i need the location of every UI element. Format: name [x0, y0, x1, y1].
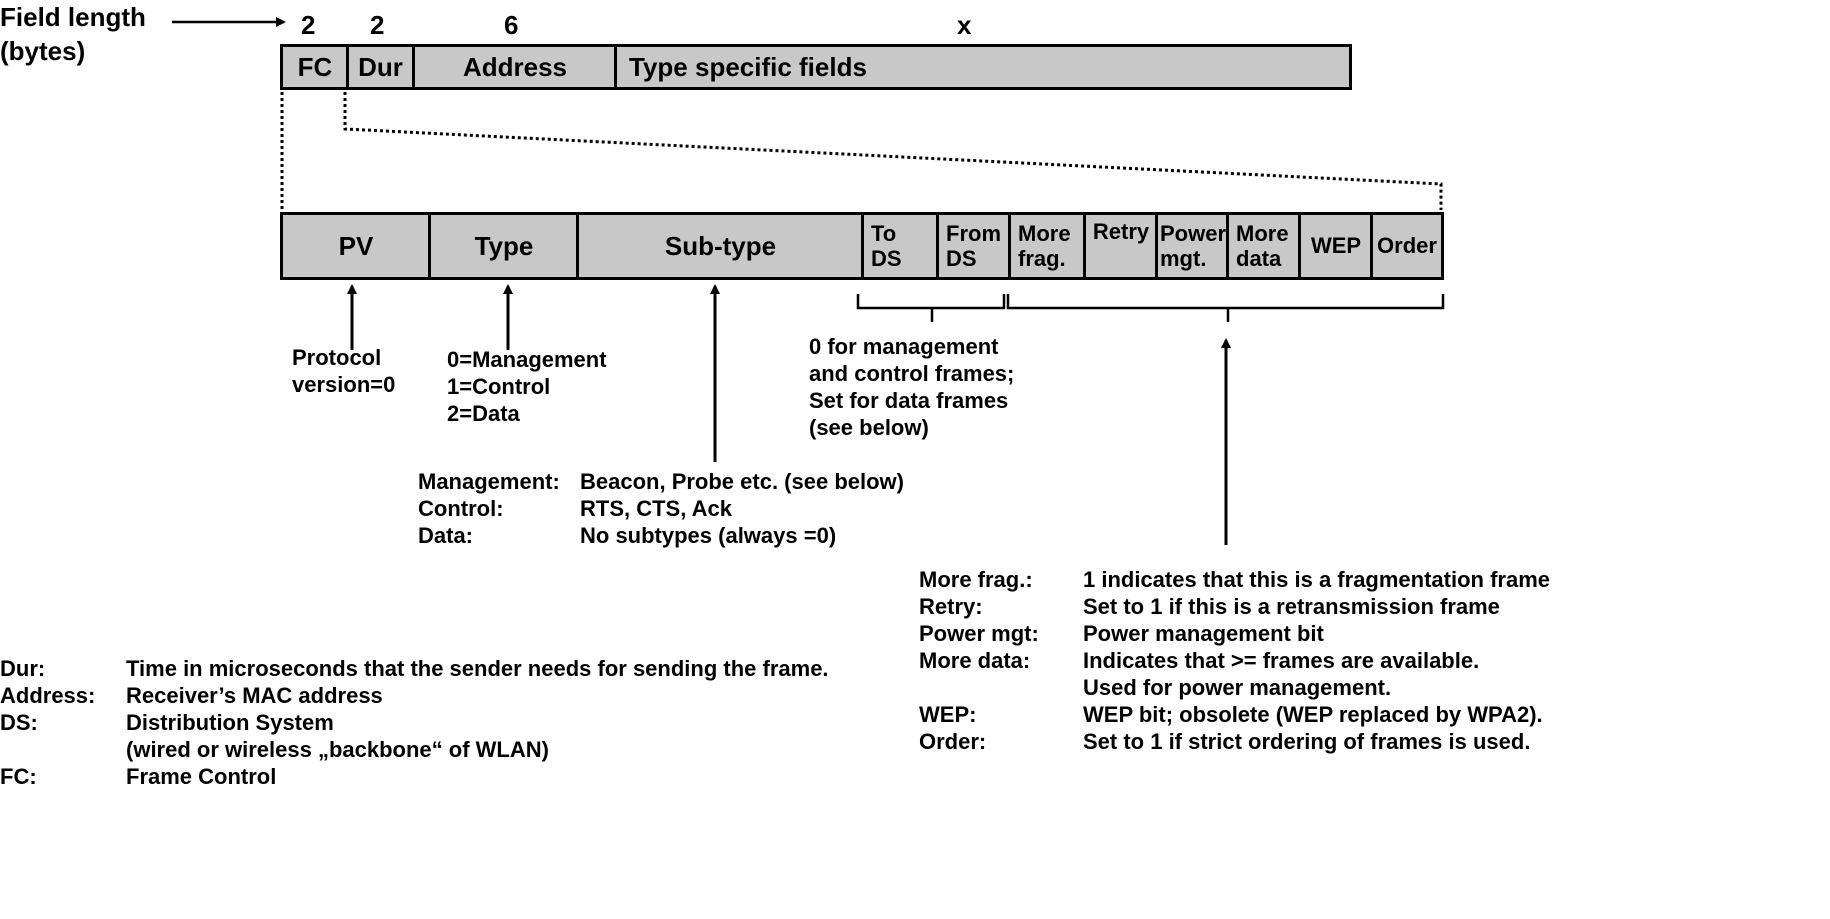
fc-field-wep: WEP	[1310, 233, 1362, 258]
legend-value: Receiver’s MAC address	[126, 683, 383, 708]
ds-note: 0 for management and control frames; Set for data frames (see below)	[809, 334, 1015, 440]
legend-key: Dur:	[0, 656, 46, 681]
fc-field-retry: Retry	[1092, 219, 1150, 244]
subtype-key: Management:	[418, 469, 560, 494]
frame-field-fc: FC	[297, 52, 333, 82]
legend-key: DS:	[0, 710, 38, 735]
flag-value: Set to 1 if strict ordering of frames is used.	[1083, 729, 1531, 754]
legend-value: Distribution System	[126, 710, 334, 735]
flag-value: Power management bit	[1083, 621, 1324, 646]
length-type-specific: x	[957, 10, 972, 40]
fc-field-type: Type	[474, 231, 534, 261]
subtype-value: Beacon, Probe etc. (see below)	[580, 469, 904, 494]
subtype-value: RTS, CTS, Ack	[580, 496, 732, 521]
flag-key: Power mgt:	[919, 621, 1039, 646]
frame-field-dur: Dur	[358, 52, 403, 82]
flag-value: Set to 1 if this is a retransmission frame	[1083, 594, 1500, 619]
fc-field-more-frag: More frag.	[1018, 221, 1071, 271]
pv-note: Protocol version=0	[292, 345, 396, 397]
legend-key: Address:	[0, 683, 96, 708]
field-length-label: Field length	[0, 2, 146, 32]
frame-field-type-specific: Type specific fields	[629, 52, 867, 82]
legend-value: Frame Control	[126, 764, 277, 789]
frame-field-address: Address	[462, 52, 568, 82]
fc-field-order: Order	[1377, 233, 1437, 258]
fc-field-pv: PV	[338, 231, 374, 261]
subtype-key: Control:	[418, 496, 504, 521]
subtype-value: No subtypes (always =0)	[580, 523, 837, 548]
fc-field-to-ds: To DS	[871, 221, 902, 271]
length-fc: 2	[301, 10, 316, 40]
ds-brace	[858, 294, 1004, 322]
fc-field-power-mgt: Power mgt.	[1160, 221, 1227, 271]
flag-key: WEP:	[919, 702, 977, 727]
flag-value: Indicates that >= frames are available.	[1083, 648, 1480, 673]
legend-value: Time in microseconds that the sender needs for sending the frame.	[126, 656, 829, 681]
flag-key: More data:	[919, 648, 1031, 673]
flag-key: Order:	[919, 729, 987, 754]
flag-value: WEP bit; obsolete (WEP replaced by WPA2).	[1083, 702, 1543, 727]
flags-brace	[1008, 294, 1443, 322]
fc-field-more-data: More data	[1236, 221, 1289, 271]
fc-field-from-ds: From DS	[946, 221, 1001, 271]
subtype-key: Data:	[418, 523, 474, 548]
fc-expansion-lines	[282, 92, 1441, 210]
flag-value: Used for power management.	[1083, 675, 1392, 700]
length-address: 6	[504, 10, 519, 40]
legend-key: FC:	[0, 764, 37, 789]
field-length-unit-label: (bytes)	[0, 36, 86, 66]
length-dur: 2	[370, 10, 385, 40]
flag-key: More frag.:	[919, 567, 1033, 592]
flag-value: 1 indicates that this is a fragmentation frame	[1083, 567, 1551, 592]
legend-value: (wired or wireless „backbone“ of WLAN)	[126, 737, 549, 762]
fc-field-subtype: Sub-type	[664, 231, 777, 261]
flag-key: Retry:	[919, 594, 983, 619]
type-note: 0=Management 1=Control 2=Data	[447, 347, 607, 426]
